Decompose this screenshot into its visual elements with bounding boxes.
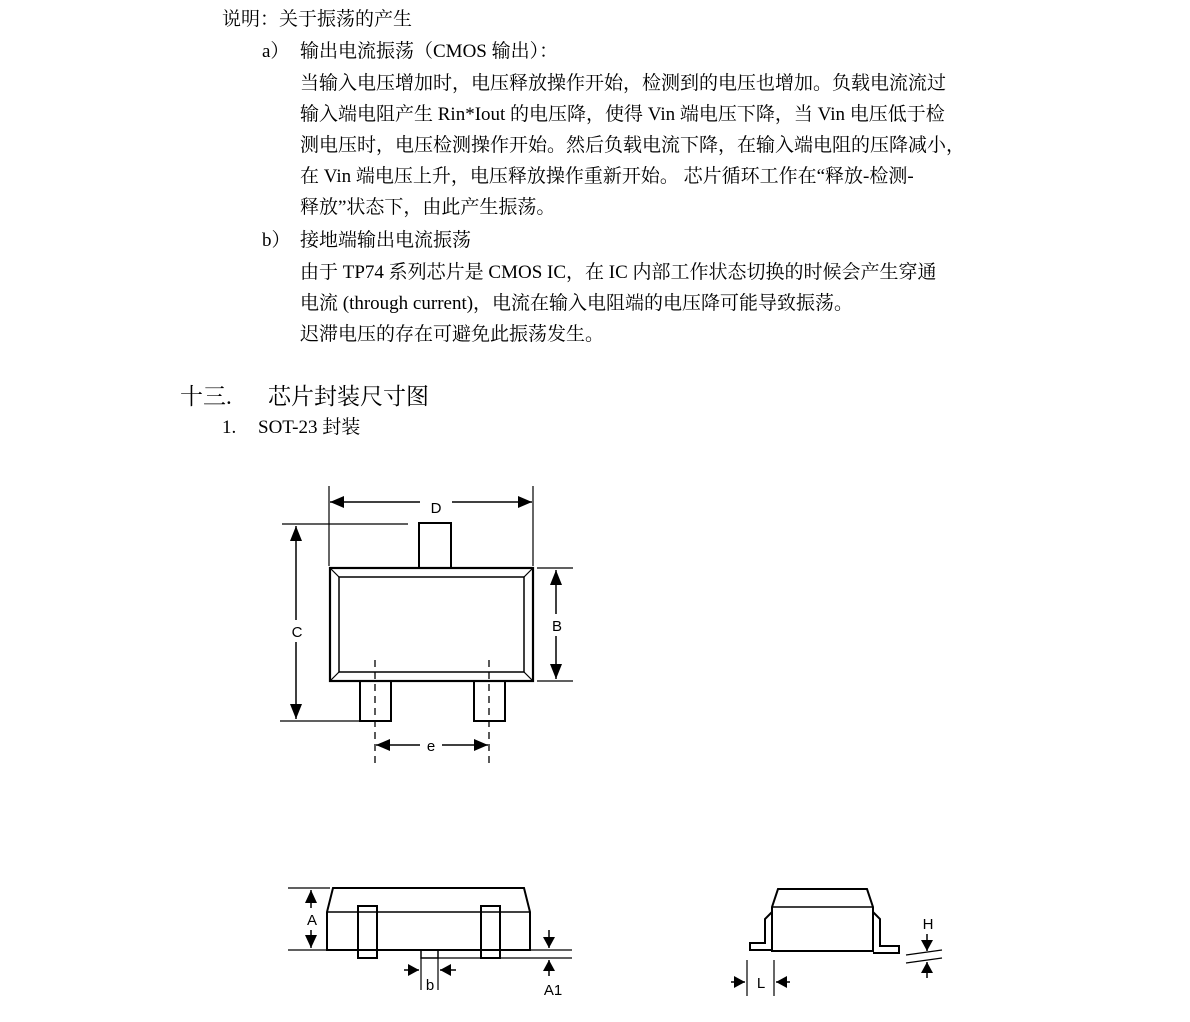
arrow-icon <box>305 935 317 948</box>
label-d: D <box>430 500 442 517</box>
sot23-end-view <box>720 876 950 1002</box>
note-title: 说明：关于振荡的产生 <box>222 9 413 30</box>
package-body-outer <box>330 568 533 681</box>
label-b-lead: b <box>425 977 435 994</box>
item-a-line: 测电压时，电压检测操作开始。然后负载电流下降，在输入端电阻的压降减小， <box>300 135 966 156</box>
arrow-icon <box>408 964 419 976</box>
item-a-paragraph <box>300 68 1012 223</box>
arrow-icon <box>376 739 390 751</box>
sot23-top-view <box>270 478 610 778</box>
top-pin <box>419 523 451 568</box>
arrow-icon <box>290 704 302 719</box>
package-body-inner <box>339 577 524 672</box>
item-b-label: b） <box>262 230 291 251</box>
label-c: C <box>291 624 303 641</box>
item-a-line: 当输入电压增加时，电压释放操作开始，检测到的电压也增加。负载电流流过 <box>300 73 947 94</box>
label-a: A <box>306 912 318 929</box>
arrow-icon <box>518 496 532 508</box>
label-h: H <box>922 916 934 933</box>
arrow-icon <box>543 937 555 948</box>
item-a-line: 释放”状态下，由此产生振荡。 <box>300 197 556 218</box>
package-body-end <box>772 889 873 951</box>
item-a-line: 输入端电阻产生 Rin*Iout 的电压降，使得 Vin 端电压下降，当 Vin 电压低于检 <box>300 104 945 125</box>
arrow-icon <box>543 960 555 971</box>
item-b-paragraph <box>300 257 1012 350</box>
subsection-number: 1. <box>222 417 237 438</box>
item-a-title: 输出电流振荡（CMOS 输出）： <box>300 41 559 62</box>
arrow-icon <box>550 570 562 585</box>
sot23-side-view <box>280 876 590 1002</box>
label-e: e <box>426 738 436 755</box>
label-a1: A1 <box>543 982 563 999</box>
lead-center <box>421 950 438 958</box>
item-b-title: 接地端输出电流振荡 <box>300 230 472 251</box>
arrow-icon <box>550 664 562 679</box>
item-a-label: a） <box>262 41 290 62</box>
subsection-title: SOT-23 封装 <box>258 417 361 438</box>
arrow-icon <box>474 739 488 751</box>
arrow-icon <box>734 976 745 988</box>
label-b: B <box>551 618 563 635</box>
gull-wing-lead-right <box>873 912 899 953</box>
arrow-icon <box>305 890 317 903</box>
item-b-line: 迟滞电压的存在可避免此振荡发生。 <box>300 324 605 345</box>
section-title: 芯片封装尺寸图 <box>268 384 429 409</box>
gull-wing-lead-left <box>750 912 773 950</box>
item-a-line: 在 Vin 端电压上升，电压释放操作重新开始。 芯片循环工作在“释放-检测- <box>300 166 914 187</box>
item-b-line: 电流 (through current)，电流在输入电阻端的电压降可能导致振荡。 <box>300 293 854 314</box>
item-b-line: 由于 TP74 系列芯片是 CMOS IC，在 IC 内部工作状态切换的时候会产生穿通 <box>300 262 937 283</box>
section-number: 十三. <box>180 384 232 409</box>
arrow-icon <box>440 964 451 976</box>
label-l: L <box>756 975 766 992</box>
arrow-icon <box>776 976 787 988</box>
arrow-icon <box>921 962 933 973</box>
arrow-icon <box>290 526 302 541</box>
arrow-icon <box>330 496 344 508</box>
arrow-icon <box>921 940 933 951</box>
